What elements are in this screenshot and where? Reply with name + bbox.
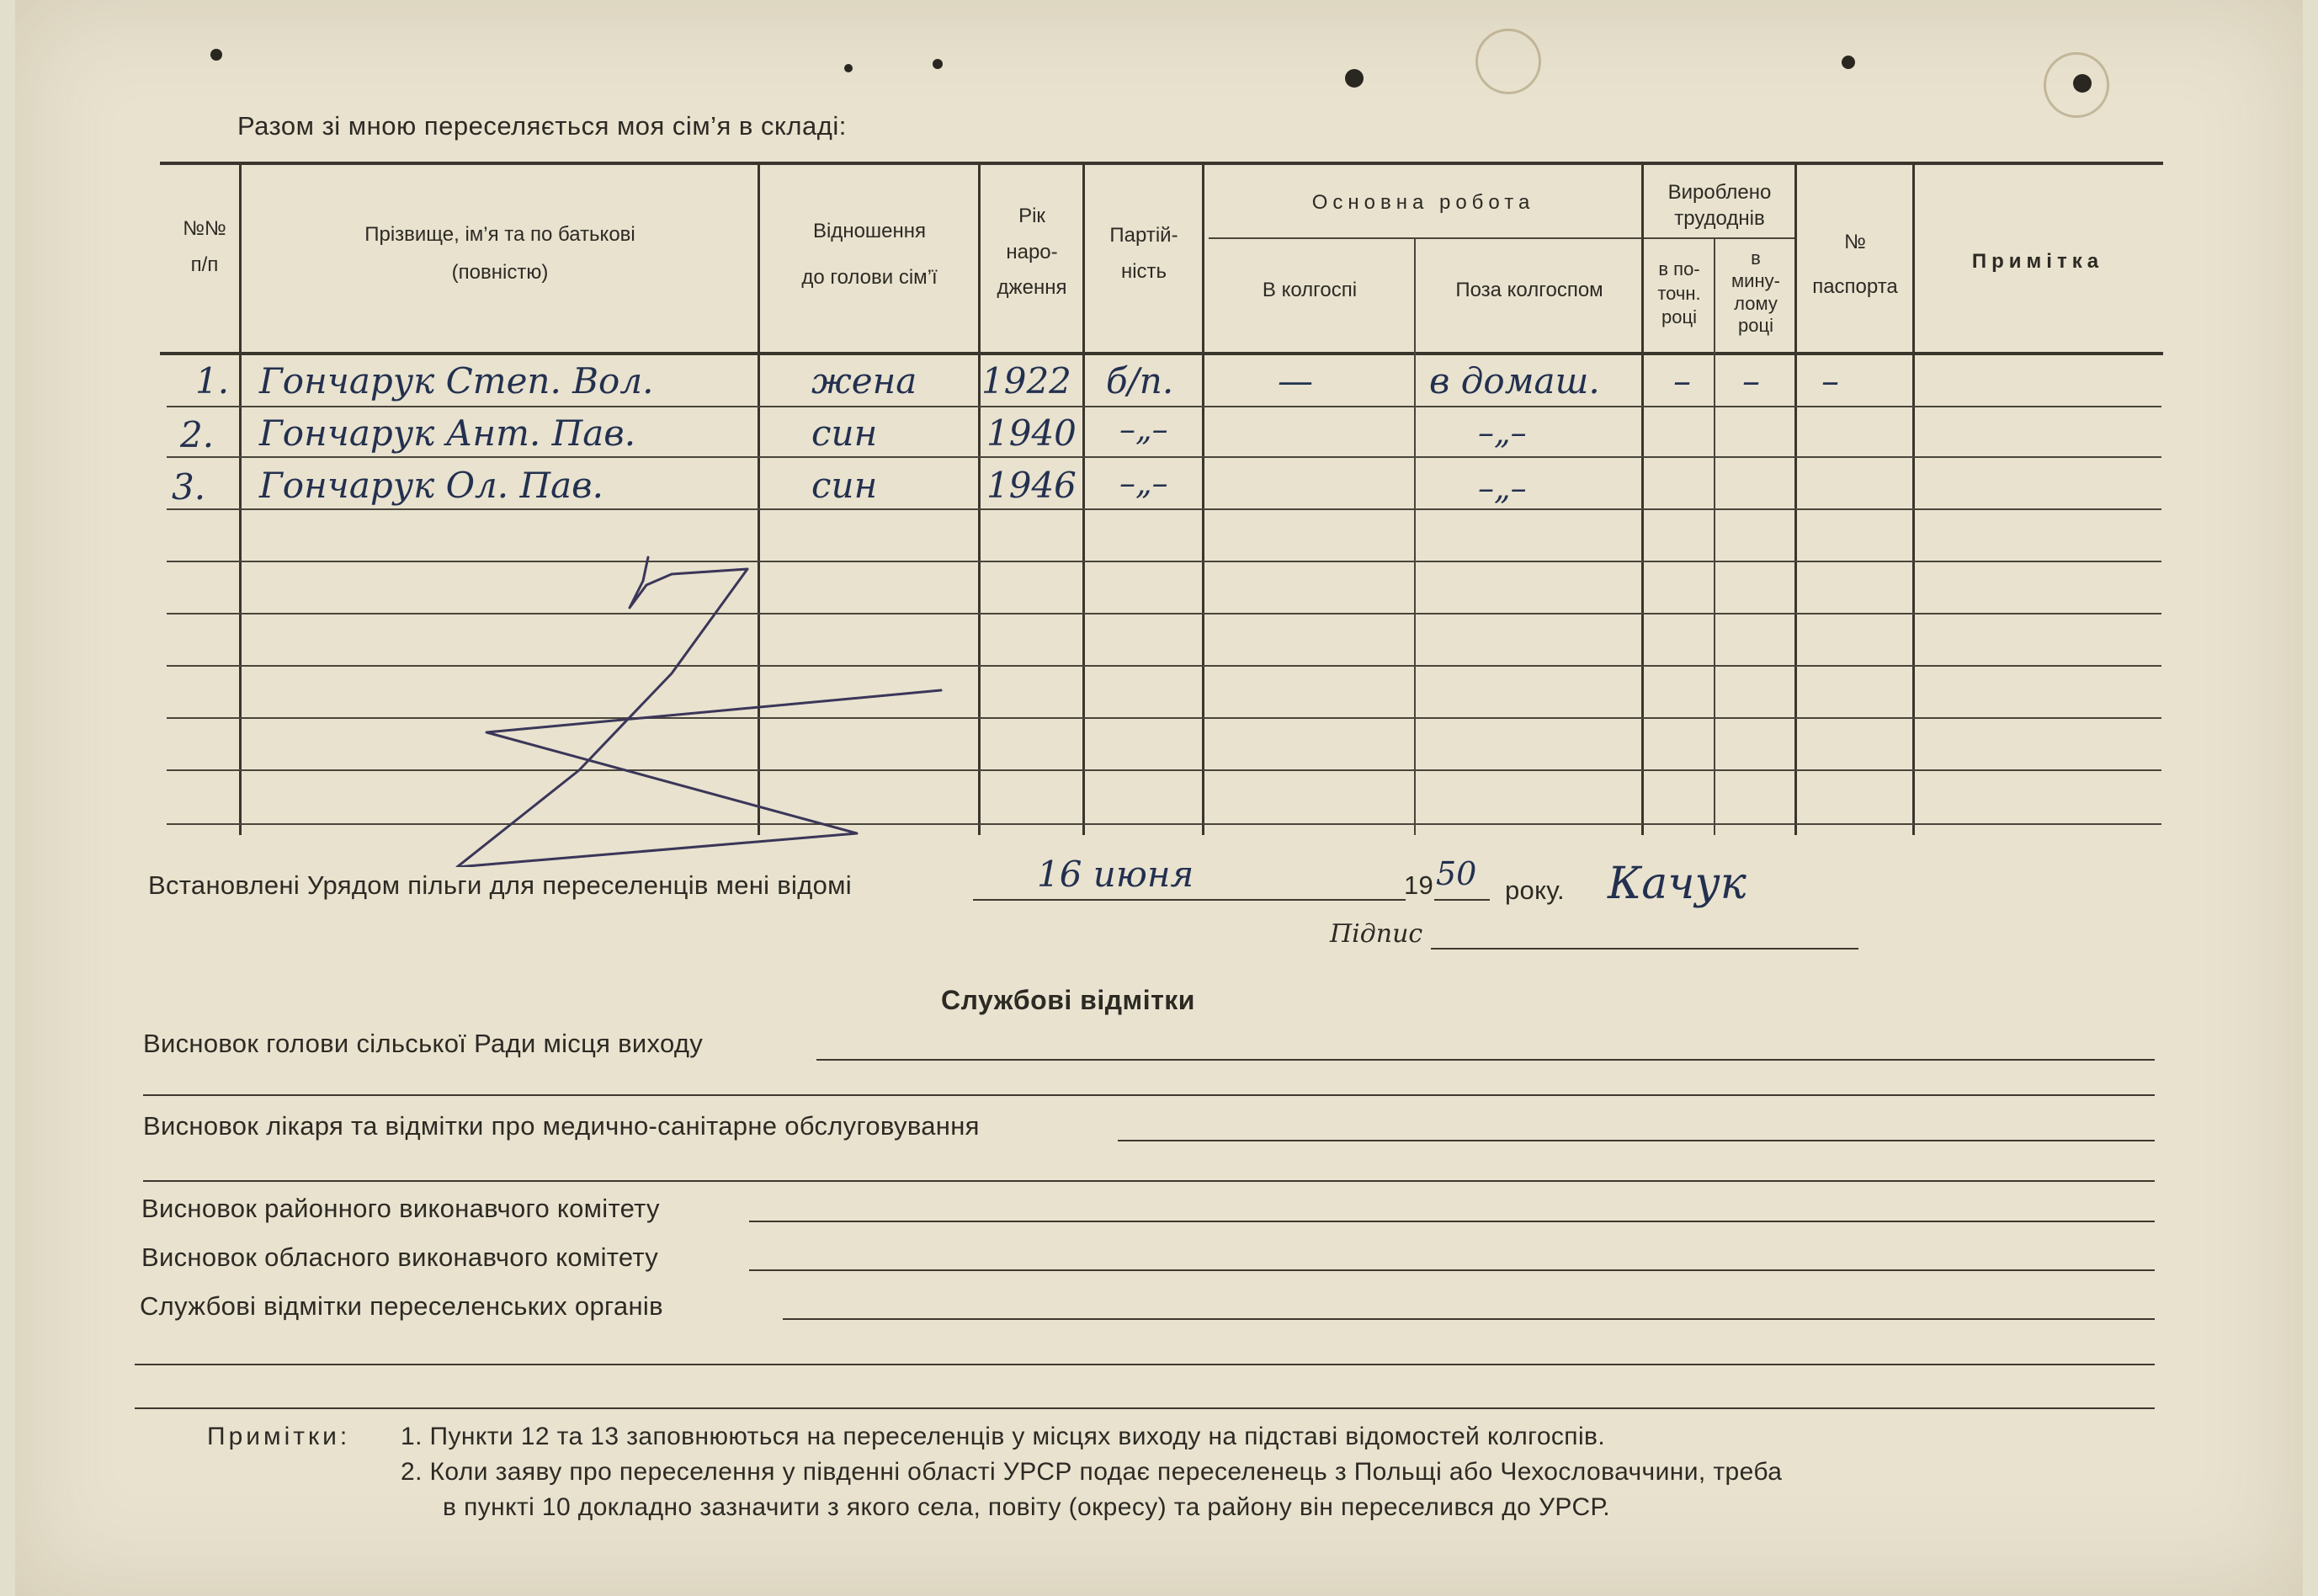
row-line [167,456,2161,458]
cancellation-scribble [419,539,958,867]
row2-number: 2. [180,414,215,455]
service-line-regional-committee: Висновок обласного виконавчого комітету [141,1242,659,1272]
signature-label: Підпис [1330,919,1423,949]
punch-hole [844,64,853,72]
header-party [1086,217,1202,290]
header-last-year-line3: лому [1734,292,1778,314]
col-divider [1202,162,1204,835]
header-kolhosp: В колгоспі [1262,279,1358,301]
header-year [981,199,1082,306]
row3-year: 1946 [986,465,1077,506]
fill-line [816,1059,2155,1061]
signature-line [1431,948,1858,950]
notes-label: Примітки: [207,1423,351,1450]
col-divider [1414,237,1416,835]
year-suffix: 50 [1436,855,1477,892]
note-item-2-continued: в пункті 10 докладно зазначити з якого села, повіту (окресу) та району він переселився до УРСР. [443,1493,1611,1521]
row3-party: –„– [1119,465,1168,502]
row2-year: 1940 [986,412,1077,454]
service-line-doctor: Висновок лікаря та відмітки про медично-санітарне обслуговування [143,1111,980,1141]
row-line [167,406,2161,407]
header-relation [761,217,978,291]
col-divider [1641,162,1644,835]
header-number [167,215,242,279]
note-item-2: 2. Коли заяву про переселення у південні області УРСР подає переселенець з Польщі або Чехословаччини, треба [401,1458,1783,1486]
col-divider [1912,162,1915,835]
form-page [15,0,2303,1596]
header-last-year-line4: році [1738,315,1773,337]
header-relation-line2: до голови сім’ї [801,266,938,290]
header-year-line2: наро- [1006,240,1058,263]
punch-hole [1345,69,1364,88]
header-name-line1: Прізвище, ім’я та по батькові [364,223,635,246]
col-divider [978,162,981,835]
header-party-line2: ність [1120,260,1167,284]
header-current-year-line1: в по- [1658,258,1700,279]
header-main-work: Основна робота [1311,191,1535,214]
row3-relation: син [811,465,878,506]
header-last-year-line2: мину- [1731,269,1780,291]
header-number-line1: №№ [183,217,226,240]
row1-passport: – [1821,360,1839,402]
fill-line [143,1094,2155,1096]
row1-kolhosp: — [1278,360,1313,402]
service-line-resettlement-bodies: Службові відмітки переселенських органів [140,1291,663,1321]
col-divider [1794,162,1797,835]
row3-number: 3. [172,466,206,508]
header-number-line2: п/п [190,253,219,277]
year-word: року. [1505,875,1565,905]
row2-name: Гончарук Ант. Пав. [259,412,636,454]
header-relation-line1: Відношення [812,220,927,242]
statement-date: 16 июня [1037,854,1194,895]
row2-relation: син [811,412,878,454]
header-trudodni [1645,180,1794,231]
header-trudodni-line2: трудоднів [1674,206,1765,230]
fill-line [749,1221,2155,1222]
row1-current-year: – [1673,360,1691,402]
row1-relation: жена [811,360,917,402]
row3-name: Гончарук Ол. Пав. [259,465,603,506]
header-last-year [1717,247,1794,338]
row1-name: Гончарук Степ. Вол. [259,360,654,402]
col-divider [1082,162,1085,835]
col-divider [1714,237,1715,835]
table-top-border [160,162,2163,165]
table-header-bottom-border [160,352,2163,355]
header-name-line2: (повністю) [451,261,549,285]
row1-number: 1. [195,360,230,402]
header-party-line1: Партій- [1109,224,1178,247]
header-current-year [1645,258,1714,330]
header-passport-line2: паспорта [1812,274,1898,298]
header-note: Примітка [1971,250,2104,273]
fill-line [749,1269,2155,1271]
header-last-year-line1: в [1751,247,1761,269]
trudodni-divider [1646,237,1796,239]
fill-line [135,1364,2155,1365]
date-fill-line [973,899,1406,901]
row3-outside: –„– [1478,470,1527,507]
note-item-1: 1. Пункти 12 та 13 заповнюються на переселенців у місцях виходу на підставі відомостей колгоспів. [401,1423,1606,1450]
fill-line [1118,1140,2155,1141]
fill-line [783,1318,2155,1320]
row1-last-year: – [1742,360,1760,402]
fill-line [135,1407,2155,1409]
family-intro-text: Разом зі мною переселяється моя сім’я в складі: [237,111,847,141]
header-outside-kolhosp: Поза колгоспом [1455,279,1603,301]
service-marks-title: Службові відмітки [941,985,1195,1015]
row2-party: –„– [1119,411,1168,448]
header-current-year-line2: точн. [1657,282,1701,304]
year-fill-line [1434,899,1490,901]
statement-text: Встановлені Урядом пільги для переселенців мені відомі [148,870,852,900]
punch-hole [210,49,222,61]
header-trudodni-line1: Вироблено [1667,181,1772,204]
fill-line [143,1180,2155,1182]
row1-outside: в домаш. [1429,360,1600,402]
row1-party: б/п. [1106,360,1174,402]
header-current-year-line3: році [1661,306,1697,328]
row1-year: 1922 [981,360,1071,402]
punch-hole-ring [1475,29,1541,94]
punch-hole [2073,74,2092,93]
main-work-divider [1209,237,1684,239]
punch-hole [933,59,943,69]
row-line [167,508,2161,510]
header-year-line1: Рік [1018,205,1045,227]
punch-hole [1842,56,1855,69]
service-line-district-committee: Висновок районного виконавчого комітету [141,1194,660,1223]
handwritten-signature: Качук [1608,859,1746,909]
service-line-village-council: Висновок голови сільської Ради місця виходу [143,1029,704,1058]
year-prefix: 19 [1404,870,1434,900]
row2-outside: –„– [1478,414,1527,451]
header-name [242,221,758,286]
header-year-line3: дження [997,276,1067,300]
header-passport [1798,221,1912,310]
header-passport-line1: № [1844,231,1866,253]
